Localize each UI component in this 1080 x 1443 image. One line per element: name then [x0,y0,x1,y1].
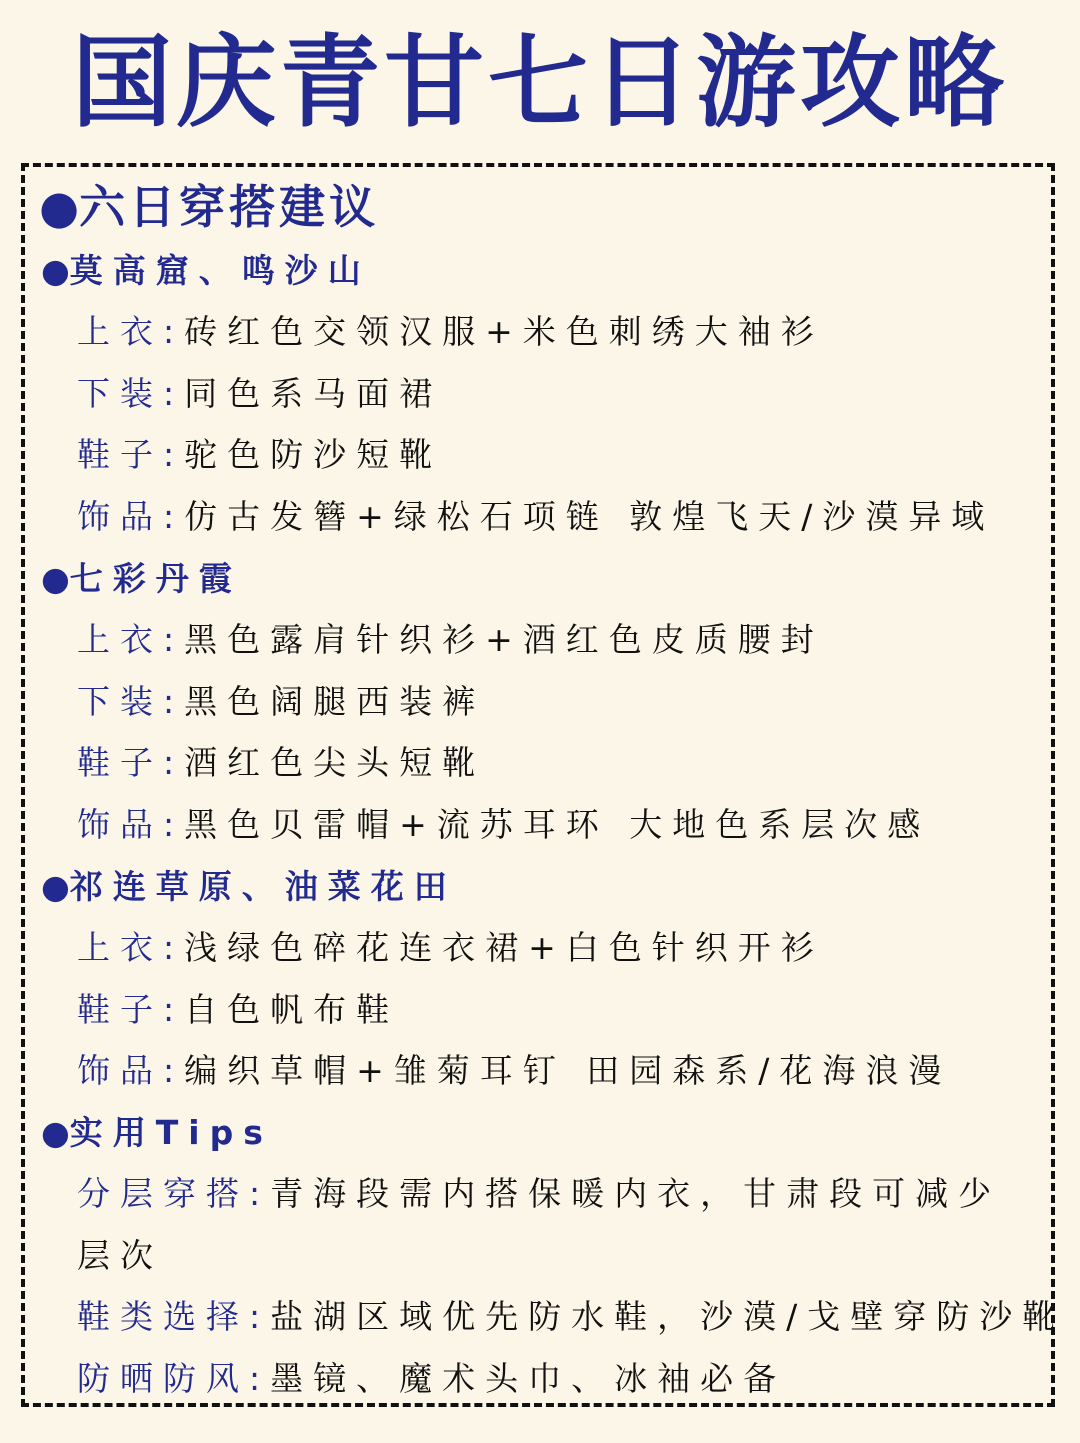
section-name: 实用Tips [69,1113,273,1152]
list-item [77,433,442,477]
outfit-heading-text: 六日穿搭建议 [79,180,380,234]
page-title: 国庆青甘七日游攻略 [72,24,1008,141]
list-item [77,310,824,354]
item-label: 鞋子: [77,743,185,782]
section-title-danxia [41,557,242,601]
list-item [77,680,485,724]
list-item [77,372,442,416]
bullet-icon: ● [41,559,70,598]
list-item [77,618,824,662]
bullet-icon: ● [41,867,70,906]
list-item [77,988,399,1032]
item-label: 上衣: [77,312,185,351]
item-value: 仿古发簪+绿松石项链 敦煌飞天/沙漠异域 [184,497,995,536]
item-value: 盐湖区域优先防水鞋，沙漠/戈壁穿防沙靴 [270,1297,1066,1336]
item-label: 鞋子: [77,990,185,1029]
content-frame [21,163,1066,1407]
item-label: 饰品: [77,497,185,536]
list-item [77,1172,1001,1216]
item-value: 墨镜、魔术头巾、冰袖必备 [270,1359,787,1398]
item-label: 下装: [77,374,185,413]
item-label: 上衣: [77,620,185,659]
section-name: 祁连草原、油菜花田 [69,867,457,906]
list-item [77,741,485,785]
list-item [77,1357,786,1401]
item-value: 砖红色交领汉服+米色刺绣大袖衫 [184,312,824,351]
section-name: 莫高窟、鸣沙山 [69,251,371,290]
item-label: 分层穿搭: [77,1174,271,1213]
item-value: 黑色阔腿西装裤 [184,682,486,721]
item-value: 酒红色尖头短靴 [184,743,486,782]
bullet-icon: ● [41,1113,70,1152]
list-item [77,926,824,970]
item-value: 浅绿色碎花连衣裙+白色针织开衫 [184,928,824,967]
section-title-tips [41,1111,273,1155]
item-value: 驼色防沙短靴 [184,435,443,474]
item-value: 黑色贝雷帽+流苏耳环 大地色系层次感 [184,805,931,844]
item-value: 层次 [77,1236,163,1275]
section-title-mogao [41,249,371,293]
item-label: 饰品: [77,805,185,844]
bullet-icon: ● [39,180,80,234]
list-item [77,803,930,847]
list-item [77,495,994,539]
item-value: 编织草帽+雏菊耳钉 田园森系/花海浪漫 [184,1051,952,1090]
item-label: 饰品: [77,1051,185,1090]
item-value: 同色系马面裙 [184,374,443,413]
item-value: 自色帆布鞋 [184,990,400,1029]
section-title-qilian [41,865,457,909]
bullet-icon: ● [41,251,70,290]
list-item [77,1234,163,1278]
item-label: 鞋子: [77,435,185,474]
item-label: 鞋类选择: [77,1297,271,1336]
outfit-heading [39,177,379,237]
item-label: 防晒防风: [77,1359,271,1398]
section-name: 七彩丹霞 [69,559,242,598]
item-label: 下装: [77,682,185,721]
list-item [77,1295,1065,1339]
list-item [77,1049,951,1093]
item-label: 上衣: [77,928,185,967]
item-value: 黑色露肩针织衫+酒红色皮质腰封 [184,620,824,659]
item-value: 青海段需内搭保暖内衣，甘肃段可减少 [270,1174,1002,1213]
